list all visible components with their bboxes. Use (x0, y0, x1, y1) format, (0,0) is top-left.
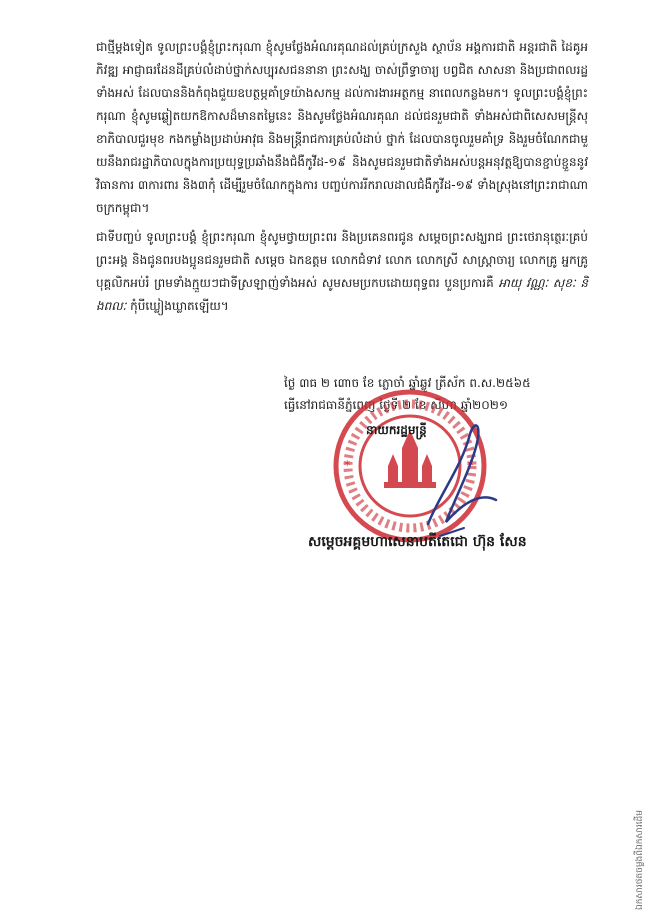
lunar-date: ថ្ងៃ ៣ធ ២ ៣ោច ខែ ភ្លោចាំ ឆ្នាំឆ្លូវ ត្រីស័ក ព.ស.២៥៦៥ (284, 376, 531, 390)
copy-side-note: ឯកសារថតចម្លងពីឯកសារដើម (635, 810, 645, 910)
paragraph-2-end: កុំបីឃ្លៀងឃ្លាតឡើយ។ (130, 299, 229, 313)
place-date-month: ខែ សីហា (415, 398, 457, 412)
paragraph-1-text: ជាថ្មីម្តងទៀត ទូលព្រះបង្គំខ្ញុំព្រះករុណា ខ្ញុំសូមថ្លែងអំណរគុណដល់គ្រប់ក្រសួង ស្ថាប័ន អង្គការជាតិ អន្តរជាតិ ដៃគូអភិវឌ្ឍ អាជ្ញាធរដែនដីគ្រប់លំដាប់ថ្នាក់សប្បុរសជននានា ព្រះសង្ឃ ចាស់ព្រឹទ្ធាចារ្យ បព្វជិត សាសនា និងប្រជាពលរដ្ឋទាំងអស់ ដែលបាននិងកំពុងជួយឧបត្ថម្ភគាំទ្រយ៉ាងសកម្ម ដល់ការងារអត្ថកម្ម នាពេលកន្លងមក។ ទូលព្រះបង្គំខ្ញុំព្រះករុណា ខ្ញុំសូមឆ្លៀតយកឱកាសដ៏មានតម្លៃនេះ និងសូមថ្លែងអំណរគុណ ដល់ជនរួមជាតិ ទាំងអស់ជាពិសេសមន្រ្តីសុខាភិបាលជួរមុខ កងកម្លាំងប្រដាប់អាវុធ និងមន្រ្តីរាជការគ្រប់លំដាប់ ថ្នាក់ ដែលបានចូលរួមគាំទ្រ និងរួមចំណែកជាមួយនឹងរាជរដ្ឋាភិបាលក្នុងការប្រយុទ្ធប្រឆាំងនឹងជំងឺកូវីដ-១៩ និងសូមជនរួមជាតិទាំងអស់បន្តអនុវត្តឱ្យបានខ្ជាប់ខ្ជួននូវ វិធានការ ៣ការពារ និង៣កុំ ដើម្បីរួមចំណែកក្នុងការ បញ្ចប់ការរីករាលដាលជំងឺកូវីដ-១៩ ទាំងស្រុងនៅព្រះរាជាណាចក្រកម្ពុជា។ (96, 40, 588, 215)
svg-text:*: * (467, 459, 474, 474)
place-date-prefix: ធ្វើនៅរាជធានីភ្នំពេញ ថ្ងៃទី (284, 398, 399, 412)
signer-name: សម្តេចអគ្គមហាសេនាបតីតេជោ ហ៊ុន សែន (308, 534, 527, 550)
letter-paragraph-1 (96, 36, 588, 220)
blessing-text: អាយុ វណ្ណៈ សុខៈ និងពលៈ (96, 276, 588, 313)
svg-text:*: * (344, 459, 351, 474)
place-date-year: ឆ្នាំ២០២១ (460, 398, 508, 412)
place-date-day: ២ (402, 398, 412, 412)
paragraph-2-text: ជាទីបញ្ចប់ ទូលព្រះបង្គំ ខ្ញុំព្រះករុណា ខ្ញុំសូមថ្វាយព្រះពរ និងប្រគេនពរជូន សម្តេចព្រះសង្ឃរាជ ព្រះថេរានុត្ថេរៈគ្រប់ព្រះអង្គ និងជូនពរបងប្អូនជនរួមជាតិ សម្តេច ឯកឧត្តម លោកជំទាវ លោក លោកស្រី សាស្ត្រាចារ្យ លោកគ្រូ អ្នកគ្រូ បុគ្គលិកអប់រំ ព្រមទាំងក្មួយៗជាទីស្រឡាញ់ទាំងអស់ សូមសមប្រកបដោយពុទ្ធពរ បួនប្រការគឺ (96, 230, 588, 290)
letter-paragraph-2 (96, 226, 588, 318)
signer-title: នាយករដ្ឋមន្រ្តី (366, 423, 427, 437)
